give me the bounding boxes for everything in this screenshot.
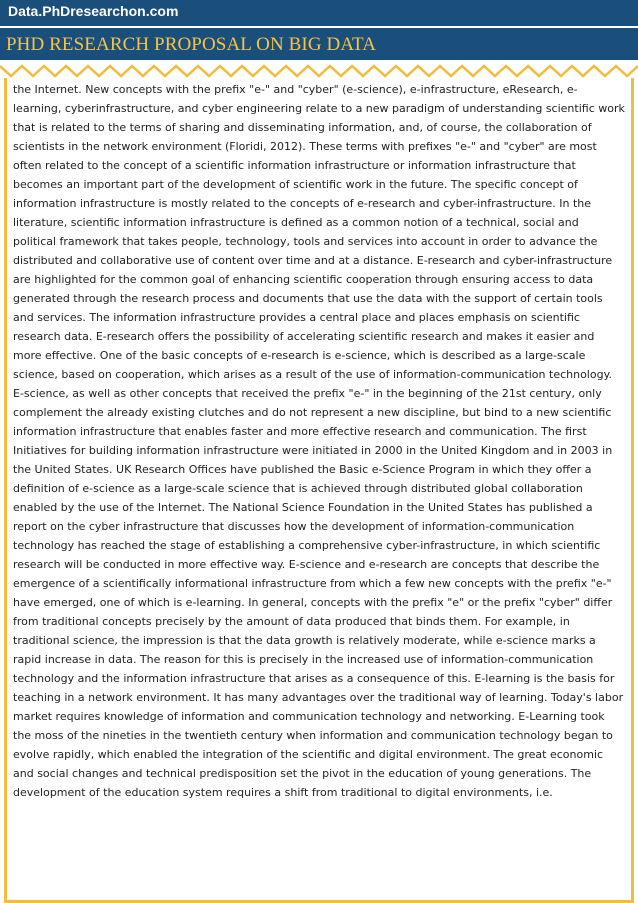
page-title: PHD RESEARCH PROPOSAL ON BIG DATA	[6, 34, 377, 55]
title-banner	[0, 28, 638, 60]
left-border-line	[4, 78, 7, 903]
body-text	[13, 80, 625, 802]
site-label[interactable]: Data.PhDresearchon.com	[8, 3, 179, 19]
site-header-bar	[0, 0, 638, 26]
right-border-line	[631, 78, 634, 903]
body-paragraph: the Internet. New concepts with the prefix "e-" and "cyber" (e-science), e-infrastructure, eResearch, e-learning, cyberinfrastructure, and cyber engineering relate to a new paradigm of understanding scientific work that is related to the terms of sharing and disseminating information, and, of course, the collaboration of scientists in the network environment (Floridi, 2012). These terms with prefixes "e-" and "cyber" are most often related to the concept of a scientific information infrastructure or information infrastructure that becomes an important part of the development of scientific work in the future. The specific concept of information infrastructure is mostly related to the concepts of e-research and cyber-infrastructure. In the literature, scientific information infrastructure is defined as a common notion of a technical, social and political framework that takes people, technology, tools and services into account in order to advance the distributed and collaborative use of content over time and at a distance. E-research and cyber-infrastructure are highlighted for the common goal of enhancing scientific cooperation through ensuring access to data generated through the research process and documents that use the data with the support of certain tools and services. The information infrastructure provides a central place and places emphasis on scientific research data. E-research offers the possibility of accelerating scientific research and makes it easier and more effective. One of the basic concepts of e-research is e-science, which is described as a large-scale science, based on cooperation, which arises as a result of the use of information-communication technology. E-science, as well as other concepts that received the prefix "e-" in the beginning of the 21st century, only complement the already existing clutches and do not represent a new discipline, but bind to a new scientific information infrastructure that enables faster and more effective research and communication. The first Initiatives for building information infrastructure were initiated in 2000 in the United Kingdom and in 2003 in the United States. UK Research Offices have published the Basic e-Science Program in which they offer a definition of e-science as a large-scale science that is achieved through distributed global collaboration enabled by the use of the Internet. The National Science Foundation in the United States has published a report on the cyber infrastructure that discusses how the development of information-communication technology has reached the stage of establishing a comprehensive cyber-infrastructure, in which scientific research will be conducted in more effective way. E-science and e-research are concepts that describe the emergence of a scientifically informational infrastructure from which a few new concepts with the prefix "e-" have emerged, one of which is e-learning. In general, concepts with the prefix "e" or the prefix "cyber" differ from traditional concepts precisely by the amount of data produced that binds them. For example, in traditional science, the impression is that the data growth is relatively moderate, while e-science marks a rapid increase in data. The reason for this is precisely in the increased use of information-communication technology and the information infrastructure that arises as a consequence of this. E-learning is the basis for teaching in a network environment. It has many advantages over the traditional way of learning. Today's labor market requires knowledge of information and communication technology and networking. E-Learning took the moss of the nineties in the twentieth century when information and communication technology began to evolve rapidly, which enabled the integration of the scientific and digital environment. The great economic and social changes and technical predisposition set the pivot in the education of young generations. The development of the education system requires a shift from traditional to digital environments, i.e.	[13, 83, 625, 799]
zigzag-divider	[0, 63, 638, 79]
